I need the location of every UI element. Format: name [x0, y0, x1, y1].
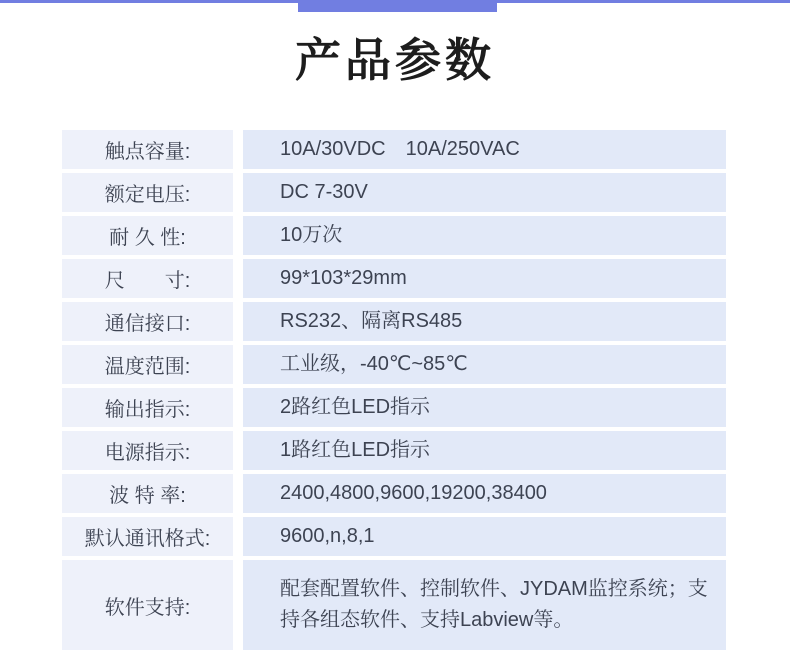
- spec-label: 额定电压:: [62, 173, 233, 212]
- spec-table: [62, 130, 726, 654]
- table-row: [62, 431, 726, 470]
- spec-value: 99*103*29mm: [243, 259, 726, 298]
- table-row: [62, 345, 726, 384]
- table-row: [62, 173, 726, 212]
- spec-value: RS232、隔离RS485: [243, 302, 726, 341]
- table-row: [62, 259, 726, 298]
- spec-value: 配套配置软件、控制软件、JYDAM监控系统；支持各组态软件、支持Labview等。: [243, 560, 726, 650]
- spec-value: 10万次: [243, 216, 726, 255]
- spec-value: 10A/30VDC 10A/250VAC: [243, 130, 726, 169]
- spec-label: 电源指示:: [62, 431, 233, 470]
- spec-value: 2400,4800,9600,19200,38400: [243, 474, 726, 513]
- spec-label: 输出指示:: [62, 388, 233, 427]
- table-row: [62, 216, 726, 255]
- table-row: [62, 388, 726, 427]
- spec-label: 通信接口:: [62, 302, 233, 341]
- spec-label: 触点容量:: [62, 130, 233, 169]
- spec-label: 默认通讯格式:: [62, 517, 233, 556]
- spec-value: 工业级，-40℃~85℃: [243, 345, 726, 384]
- spec-label: 尺 寸:: [62, 259, 233, 298]
- table-row: [62, 474, 726, 513]
- page-title: 产品参数: [295, 34, 495, 86]
- spec-value: 2路红色LED指示: [243, 388, 726, 427]
- spec-value: DC 7-30V: [243, 173, 726, 212]
- table-row: [62, 130, 726, 169]
- top-accent-bar: [298, 0, 497, 12]
- spec-label: 波 特 率:: [62, 474, 233, 513]
- spec-label: 耐 久 性:: [62, 216, 233, 255]
- spec-value: 1路红色LED指示: [243, 431, 726, 470]
- table-row: [62, 517, 726, 556]
- spec-label: 软件支持:: [62, 560, 233, 650]
- spec-value: 9600,n,8,1: [243, 517, 726, 556]
- table-row: [62, 302, 726, 341]
- table-row: [62, 560, 726, 650]
- spec-label: 温度范围:: [62, 345, 233, 384]
